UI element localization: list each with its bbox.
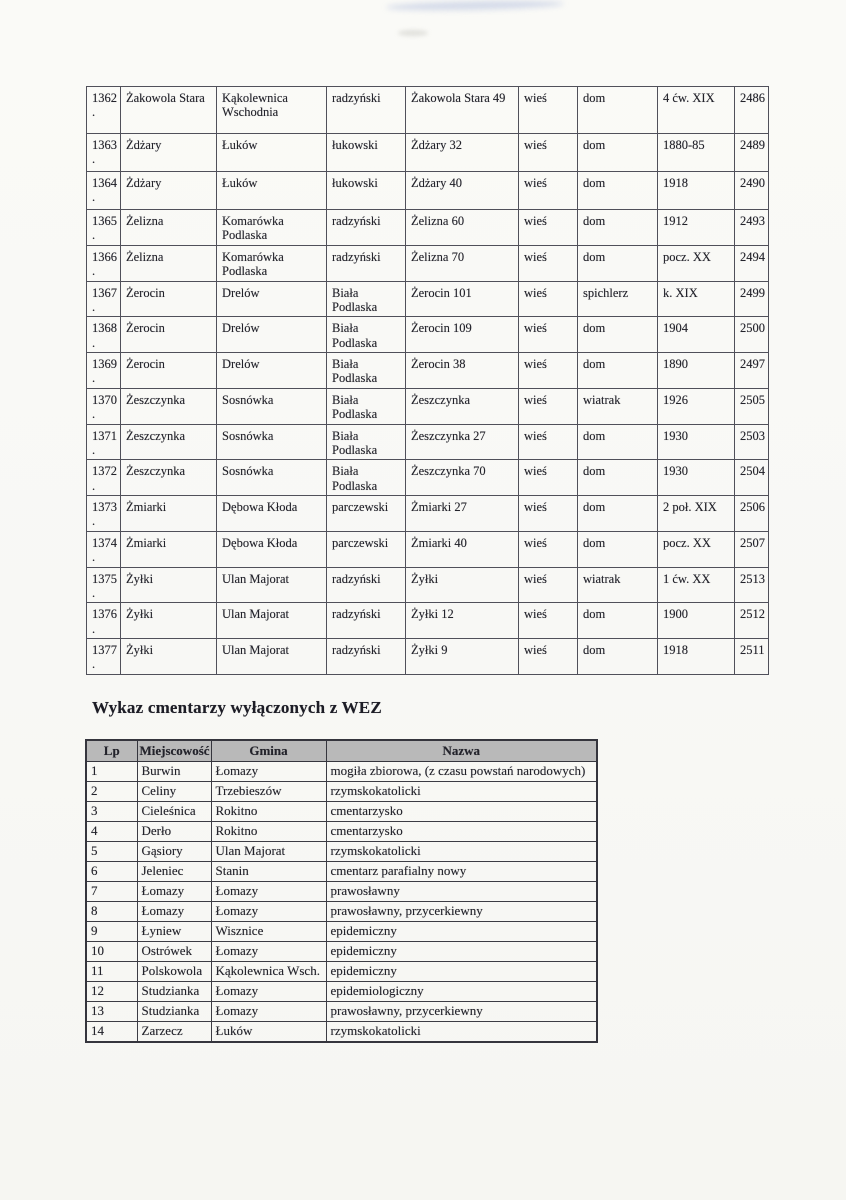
table-cell: Łomazy (211, 902, 326, 922)
table-cell: 1368. (87, 317, 121, 353)
table-cell: Biała Podlaska (327, 353, 406, 389)
table-cell: 1369. (87, 353, 121, 389)
table-cell: Rokitno (211, 822, 326, 842)
table-cell: dom (578, 424, 658, 460)
table-cell: epidemiczny (326, 922, 597, 942)
table-cell: dom (578, 639, 658, 675)
table-cell: Żerocin 38 (406, 353, 519, 389)
table-row (86, 802, 597, 822)
table-cell: 2489 (735, 134, 769, 172)
table-cell: Drelów (217, 353, 327, 389)
table-cell: 1372. (87, 460, 121, 496)
table-cell: wieś (519, 353, 578, 389)
table-cell: wiatrak (578, 388, 658, 424)
table-cell: 1930 (658, 460, 735, 496)
table-cell: 2511 (735, 639, 769, 675)
table-cell: 2490 (735, 172, 769, 210)
table-cell: wieś (519, 210, 578, 246)
table-cell: dom (578, 210, 658, 246)
table-cell: Łuków (211, 1022, 326, 1043)
table-row (86, 782, 597, 802)
table-cell: 13 (86, 1002, 137, 1022)
table-cell: 2503 (735, 424, 769, 460)
table-cell: 1912 (658, 210, 735, 246)
table-row (86, 962, 597, 982)
scan-speck (398, 30, 428, 36)
table-cell: 2 (86, 782, 137, 802)
table-row (87, 496, 769, 532)
table-row (87, 460, 769, 496)
table-cell: Żmiarki (121, 496, 217, 532)
table-cell: 6 (86, 862, 137, 882)
table-cell: Zarzecz (137, 1022, 211, 1043)
table-cell: Żdżary (121, 134, 217, 172)
table-row (87, 245, 769, 281)
table-cell: dom (578, 603, 658, 639)
table-cell: 14 (86, 1022, 137, 1043)
table-cell: 4 (86, 822, 137, 842)
table-cell: Wisznice (211, 922, 326, 942)
table-cell: Żerocin 109 (406, 317, 519, 353)
table-cell: 2506 (735, 496, 769, 532)
table-row (87, 134, 769, 172)
table-cell: radzyński (327, 210, 406, 246)
table-cell: parczewski (327, 496, 406, 532)
table-cell: radzyński (327, 87, 406, 134)
register-table (86, 86, 769, 675)
table-cell: dom (578, 317, 658, 353)
table-cell: dom (578, 531, 658, 567)
table-cell: 5 (86, 842, 137, 862)
table-cell: pocz. XX (658, 531, 735, 567)
table-cell: dom (578, 245, 658, 281)
table-cell: 1376. (87, 603, 121, 639)
table-cell: Rokitno (211, 802, 326, 822)
table-row (86, 942, 597, 962)
table-row (86, 862, 597, 882)
table-cell: dom (578, 87, 658, 134)
table-cell: Żerocin (121, 281, 217, 317)
table-cell: 1374. (87, 531, 121, 567)
table-cell: 2486 (735, 87, 769, 134)
table-row (87, 281, 769, 317)
table-cell: dom (578, 353, 658, 389)
table-cell: wieś (519, 172, 578, 210)
table-cell: Derło (137, 822, 211, 842)
table-cell: dom (578, 496, 658, 532)
table-cell: Żdżary 32 (406, 134, 519, 172)
table-cell: 12 (86, 982, 137, 1002)
table-cell: Biała Podlaska (327, 460, 406, 496)
table-cell: radzyński (327, 245, 406, 281)
table-cell: dom (578, 460, 658, 496)
table-cell: łukowski (327, 172, 406, 210)
table-cell: Trzebieszów (211, 782, 326, 802)
table-cell: 2505 (735, 388, 769, 424)
table-cell: łukowski (327, 134, 406, 172)
table-cell: 1371. (87, 424, 121, 460)
table-row (86, 922, 597, 942)
table-cell: Żeszczynka (121, 460, 217, 496)
table-row (86, 982, 597, 1002)
table-cell: Łuków (217, 134, 327, 172)
table-cell: Komarówka Podlaska (217, 245, 327, 281)
table-cell: Biała Podlaska (327, 424, 406, 460)
table-cell: 1375. (87, 567, 121, 603)
table-cell: prawosławny, przycerkiewny (326, 1002, 597, 1022)
table-cell: Żmiarki 40 (406, 531, 519, 567)
register-table-body (87, 87, 769, 675)
table-cell: Drelów (217, 317, 327, 353)
table-cell: Drelów (217, 281, 327, 317)
table-cell: cmentarzysko (326, 802, 597, 822)
table-cell: Biała Podlaska (327, 317, 406, 353)
table-cell: 1 (86, 762, 137, 782)
table-cell: wieś (519, 245, 578, 281)
table-cell: Stanin (211, 862, 326, 882)
table-cell: Łyniew (137, 922, 211, 942)
table-cell: Sosnówka (217, 460, 327, 496)
table-row (87, 172, 769, 210)
table-cell: radzyński (327, 603, 406, 639)
table-cell: 2497 (735, 353, 769, 389)
table-cell: 2500 (735, 317, 769, 353)
table-cell: 1918 (658, 172, 735, 210)
table-cell: Dębowa Kłoda (217, 496, 327, 532)
table-cell: Cieleśnica (137, 802, 211, 822)
table-row (86, 762, 597, 782)
table-cell: Łuków (217, 172, 327, 210)
table-cell: Żerocin 101 (406, 281, 519, 317)
table-cell: Polskowola (137, 962, 211, 982)
table-cell: rzymskokatolicki (326, 842, 597, 862)
table-cell: wiatrak (578, 567, 658, 603)
table-cell: Żelizna (121, 210, 217, 246)
table-cell: rzymskokatolicki (326, 782, 597, 802)
table-cell: pocz. XX (658, 245, 735, 281)
table-cell: Żdżary (121, 172, 217, 210)
table-cell: Gąsiory (137, 842, 211, 862)
table-row (87, 424, 769, 460)
table-cell: wieś (519, 460, 578, 496)
table-cell: 4 ćw. XIX (658, 87, 735, 134)
table-cell: wieś (519, 567, 578, 603)
table-cell: wieś (519, 134, 578, 172)
table-cell: 1364. (87, 172, 121, 210)
table-cell: Żyłki 9 (406, 639, 519, 675)
table-cell: Biała Podlaska (327, 281, 406, 317)
column-header-lp: Lp (86, 740, 137, 762)
table-cell: Łomazy (137, 882, 211, 902)
table-row (87, 210, 769, 246)
table-cell: 2 poł. XIX (658, 496, 735, 532)
table-cell: cmentarz parafialny nowy (326, 862, 597, 882)
table-header-row (86, 740, 597, 762)
table-cell: cmentarzysko (326, 822, 597, 842)
table-cell: prawosławny (326, 882, 597, 902)
table-cell: Łomazy (211, 982, 326, 1002)
table-cell: Ulan Majorat (217, 639, 327, 675)
table-row (86, 1002, 597, 1022)
table-cell: Żyłki (406, 567, 519, 603)
table-cell: 11 (86, 962, 137, 982)
table-cell: epidemiologiczny (326, 982, 597, 1002)
table-cell: 7 (86, 882, 137, 902)
table-cell: Żelizna (121, 245, 217, 281)
table-row (87, 567, 769, 603)
table-cell: epidemiczny (326, 962, 597, 982)
table-cell: Jeleniec (137, 862, 211, 882)
table-row (87, 317, 769, 353)
table-cell: Łomazy (211, 942, 326, 962)
table-cell: epidemiczny (326, 942, 597, 962)
table-cell: Żyłki (121, 567, 217, 603)
table-cell: Łomazy (211, 762, 326, 782)
table-cell: Ulan Majorat (217, 567, 327, 603)
table-cell: Żeszczynka 27 (406, 424, 519, 460)
table-cell: 1365. (87, 210, 121, 246)
table-cell: Żmiarki 27 (406, 496, 519, 532)
table-cell: Kąkolewnica Wschodnia (217, 87, 327, 134)
table-cell: prawosławny, przycerkiewny (326, 902, 597, 922)
table-cell: Żyłki (121, 639, 217, 675)
table-cell: 1904 (658, 317, 735, 353)
table-cell: wieś (519, 87, 578, 134)
table-cell: 1 ćw. XX (658, 567, 735, 603)
table-cell: 1930 (658, 424, 735, 460)
table-cell: 2513 (735, 567, 769, 603)
table-cell: Łomazy (211, 882, 326, 902)
table-cell: 1367. (87, 281, 121, 317)
table-cell: Żeszczynka (121, 424, 217, 460)
table-cell: 1890 (658, 353, 735, 389)
table-cell: Żakowola Stara 49 (406, 87, 519, 134)
table-cell: mogiła zbiorowa, (z czasu powstań narodowych) (326, 762, 597, 782)
table-cell: Żyłki 12 (406, 603, 519, 639)
table-cell: 1918 (658, 639, 735, 675)
table-row (86, 822, 597, 842)
table-cell: Łomazy (211, 1002, 326, 1022)
table-cell: 2512 (735, 603, 769, 639)
table-cell: Żeszczynka (406, 388, 519, 424)
cemetery-table-body (86, 762, 597, 1043)
table-cell: 3 (86, 802, 137, 822)
table-cell: 1370. (87, 388, 121, 424)
table-cell: Żeszczynka 70 (406, 460, 519, 496)
column-header-nazwa: Nazwa (326, 740, 597, 762)
table-cell: Studzianka (137, 982, 211, 1002)
table-cell: 10 (86, 942, 137, 962)
table-cell: 1363. (87, 134, 121, 172)
table-cell: wieś (519, 603, 578, 639)
table-row (86, 902, 597, 922)
table-cell: 1900 (658, 603, 735, 639)
table-row (86, 842, 597, 862)
table-row (87, 603, 769, 639)
column-header-gmina: Gmina (211, 740, 326, 762)
table-cell: radzyński (327, 567, 406, 603)
table-row (86, 1022, 597, 1043)
table-cell: Komarówka Podlaska (217, 210, 327, 246)
table-cell: Burwin (137, 762, 211, 782)
table-row (87, 87, 769, 134)
table-row (87, 639, 769, 675)
table-cell: Ulan Majorat (217, 603, 327, 639)
table-cell: 2499 (735, 281, 769, 317)
table-cell: wieś (519, 424, 578, 460)
table-cell: radzyński (327, 639, 406, 675)
table-cell: Ostrówek (137, 942, 211, 962)
table-cell: 2494 (735, 245, 769, 281)
table-cell: 9 (86, 922, 137, 942)
table-cell: wieś (519, 531, 578, 567)
table-cell: 2493 (735, 210, 769, 246)
table-row (86, 882, 597, 902)
table-cell: wieś (519, 317, 578, 353)
scan-ink-smudge (386, 0, 564, 12)
table-cell: Żakowola Stara (121, 87, 217, 134)
table-cell: Biała Podlaska (327, 388, 406, 424)
table-cell: Żyłki (121, 603, 217, 639)
table-cell: Żelizna 70 (406, 245, 519, 281)
table-row (87, 531, 769, 567)
table-cell: 2504 (735, 460, 769, 496)
column-header-miejscowosc: Miejscowość (137, 740, 211, 762)
table-cell: 1362. (87, 87, 121, 134)
table-cell: 1373. (87, 496, 121, 532)
table-cell: wieś (519, 281, 578, 317)
table-cell: k. XIX (658, 281, 735, 317)
table-cell: Żerocin (121, 317, 217, 353)
table-cell: Żeszczynka (121, 388, 217, 424)
table-cell: Żelizna 60 (406, 210, 519, 246)
table-cell: Żerocin (121, 353, 217, 389)
table-cell: dom (578, 172, 658, 210)
table-cell: 1377. (87, 639, 121, 675)
table-cell: Celiny (137, 782, 211, 802)
table-cell: wieś (519, 639, 578, 675)
table-row (87, 388, 769, 424)
table-cell: spichlerz (578, 281, 658, 317)
table-row (87, 353, 769, 389)
table-cell: wieś (519, 388, 578, 424)
table-cell: Łomazy (137, 902, 211, 922)
section-title: Wykaz cmentarzy wyłączonych z WEZ (92, 698, 382, 717)
cemetery-table (85, 739, 598, 1043)
table-cell: Kąkolewnica Wsch. (211, 962, 326, 982)
table-cell: Sosnówka (217, 424, 327, 460)
table-cell: Dębowa Kłoda (217, 531, 327, 567)
table-cell: 8 (86, 902, 137, 922)
table-cell: 2507 (735, 531, 769, 567)
table-cell: dom (578, 134, 658, 172)
table-cell: Żmiarki (121, 531, 217, 567)
table-cell: 1880-85 (658, 134, 735, 172)
table-cell: 1366. (87, 245, 121, 281)
table-cell: Studzianka (137, 1002, 211, 1022)
table-cell: Żdżary 40 (406, 172, 519, 210)
table-cell: 1926 (658, 388, 735, 424)
table-cell: parczewski (327, 531, 406, 567)
table-cell: rzymskokatolicki (326, 1022, 597, 1043)
table-cell: wieś (519, 496, 578, 532)
table-cell: Sosnówka (217, 388, 327, 424)
table-cell: Ulan Majorat (211, 842, 326, 862)
